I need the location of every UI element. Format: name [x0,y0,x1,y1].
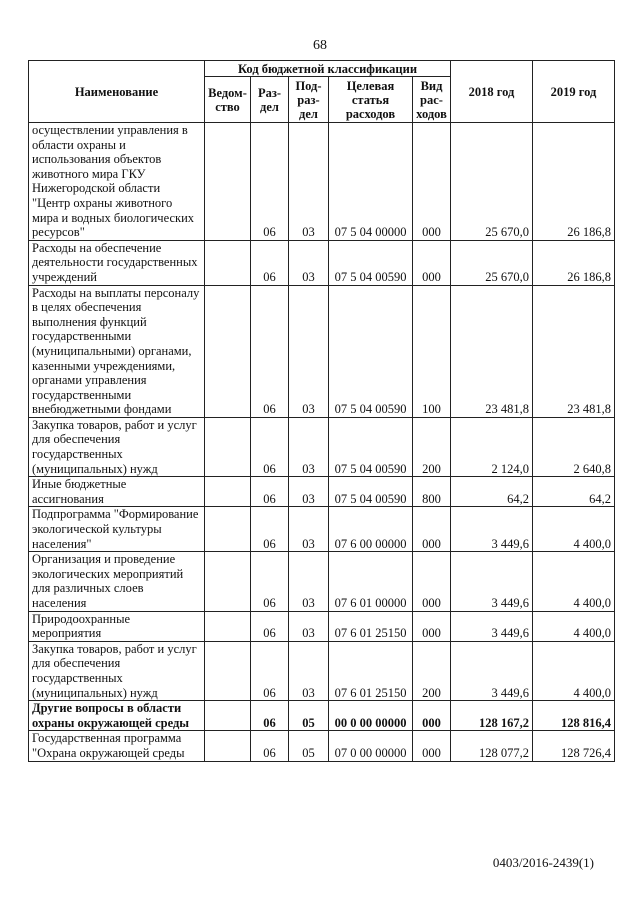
row-vr: 000 [413,552,451,611]
row-amount-2019: 2 640,8 [533,417,615,476]
header-2019: 2019 год [533,61,615,123]
header-podrazdel: Под-раз-дел [289,77,329,123]
row-podrazdel: 05 [289,701,329,731]
row-amount-2019: 128 726,4 [533,731,615,761]
table-row [29,611,615,641]
header-group: Код бюджетной классификации [205,61,451,77]
row-vr: 200 [413,641,451,700]
row-vedomstvo [205,611,251,641]
header-csr: Целевая статья расходов [329,77,413,123]
row-razdel: 06 [251,731,289,761]
header-razdel: Раз-дел [251,77,289,123]
row-csr: 07 6 01 25150 [329,611,413,641]
row-amount-2018: 128 077,2 [451,731,533,761]
row-amount-2019: 4 400,0 [533,507,615,552]
row-vedomstvo [205,240,251,285]
row-razdel: 06 [251,285,289,417]
row-name: Закупка товаров, работ и услуг для обеспечения государственных (муниципальных) нужд [29,417,205,476]
row-razdel: 06 [251,701,289,731]
row-amount-2018: 25 670,0 [451,123,533,241]
row-amount-2018: 64,2 [451,477,533,507]
header-name: Наименование [29,61,205,123]
row-csr: 07 5 04 00590 [329,285,413,417]
row-razdel: 06 [251,507,289,552]
row-razdel: 06 [251,641,289,700]
row-razdel: 06 [251,417,289,476]
row-razdel: 06 [251,611,289,641]
row-name: Организация и проведение экологических мероприятий для различных слоев населения [29,552,205,611]
row-amount-2019: 26 186,8 [533,240,615,285]
row-amount-2019: 4 400,0 [533,611,615,641]
row-vr: 000 [413,123,451,241]
table-body [29,123,615,762]
row-vr: 100 [413,285,451,417]
row-amount-2019: 4 400,0 [533,641,615,700]
row-vedomstvo [205,552,251,611]
row-podrazdel: 03 [289,240,329,285]
row-name: Подпрограмма "Формирование экологической культуры населения" [29,507,205,552]
row-vr: 200 [413,417,451,476]
row-csr: 07 6 01 25150 [329,641,413,700]
row-name: Закупка товаров, работ и услуг для обеспечения государственных (муниципальных) нужд [29,641,205,700]
table-row [29,641,615,700]
row-vedomstvo [205,507,251,552]
row-podrazdel: 03 [289,417,329,476]
table-row [29,417,615,476]
row-name: Природоохранные мероприятия [29,611,205,641]
row-csr: 07 5 04 00000 [329,123,413,241]
row-podrazdel: 05 [289,731,329,761]
row-razdel: 06 [251,123,289,241]
row-csr: 07 6 00 00000 [329,507,413,552]
row-amount-2019: 128 816,4 [533,701,615,731]
row-amount-2018: 2 124,0 [451,417,533,476]
table-row [29,285,615,417]
row-csr: 07 5 04 00590 [329,477,413,507]
row-amount-2019: 64,2 [533,477,615,507]
row-name: Государственная программа "Охрана окружающей среды [29,731,205,761]
table-row [29,477,615,507]
row-csr: 00 0 00 00000 [329,701,413,731]
row-vedomstvo [205,123,251,241]
row-vr: 800 [413,477,451,507]
row-podrazdel: 03 [289,285,329,417]
row-vedomstvo [205,477,251,507]
row-vedomstvo [205,285,251,417]
row-vr: 000 [413,701,451,731]
row-name: Расходы на обеспечение деятельности государственных учреждений [29,240,205,285]
row-vedomstvo [205,731,251,761]
row-podrazdel: 03 [289,477,329,507]
table-row [29,240,615,285]
page-number: 68 [313,38,327,53]
row-razdel: 06 [251,477,289,507]
header-vr: Вид рас-ходов [413,77,451,123]
budget-table [28,60,615,762]
table-row [29,123,615,241]
row-podrazdel: 03 [289,507,329,552]
row-razdel: 06 [251,552,289,611]
row-csr: 07 0 00 00000 [329,731,413,761]
row-amount-2018: 128 167,2 [451,701,533,731]
row-amount-2018: 3 449,6 [451,552,533,611]
row-podrazdel: 03 [289,552,329,611]
table-row [29,731,615,761]
row-amount-2018: 25 670,0 [451,240,533,285]
row-name: Иные бюджетные ассигнования [29,477,205,507]
table-row [29,552,615,611]
row-amount-2018: 23 481,8 [451,285,533,417]
row-csr: 07 6 01 00000 [329,552,413,611]
row-amount-2019: 26 186,8 [533,123,615,241]
row-podrazdel: 03 [289,611,329,641]
row-vr: 000 [413,507,451,552]
row-vedomstvo [205,641,251,700]
row-amount-2018: 3 449,6 [451,507,533,552]
row-podrazdel: 03 [289,123,329,241]
row-amount-2019: 4 400,0 [533,552,615,611]
row-name: осуществлении управления в области охраны и использования объектов животного мира ГКУ Нижегородской области "Центр охраны животного мира и водных биологических ресурсов" [29,123,205,241]
row-podrazdel: 03 [289,641,329,700]
row-vr: 000 [413,731,451,761]
row-vr: 000 [413,611,451,641]
row-name: Другие вопросы в области охраны окружающей среды [29,701,205,731]
row-amount-2018: 3 449,6 [451,611,533,641]
table-row [29,701,615,731]
table-row [29,507,615,552]
row-razdel: 06 [251,240,289,285]
row-amount-2019: 23 481,8 [533,285,615,417]
row-amount-2018: 3 449,6 [451,641,533,700]
header-2018: 2018 год [451,61,533,123]
row-name: Расходы на выплаты персоналу в целях обеспечения выполнения функций государственными (муниципальными) органами, казенными учреждениями, органами управления государственными внебюджетными фондами [29,285,205,417]
table-header [29,61,615,123]
row-vr: 000 [413,240,451,285]
row-vedomstvo [205,417,251,476]
document-code: 0403/2016-2439(1) [492,855,594,870]
header-vedomstvo: Ведом-ство [205,77,251,123]
row-csr: 07 5 04 00590 [329,240,413,285]
row-vedomstvo [205,701,251,731]
row-csr: 07 5 04 00590 [329,417,413,476]
